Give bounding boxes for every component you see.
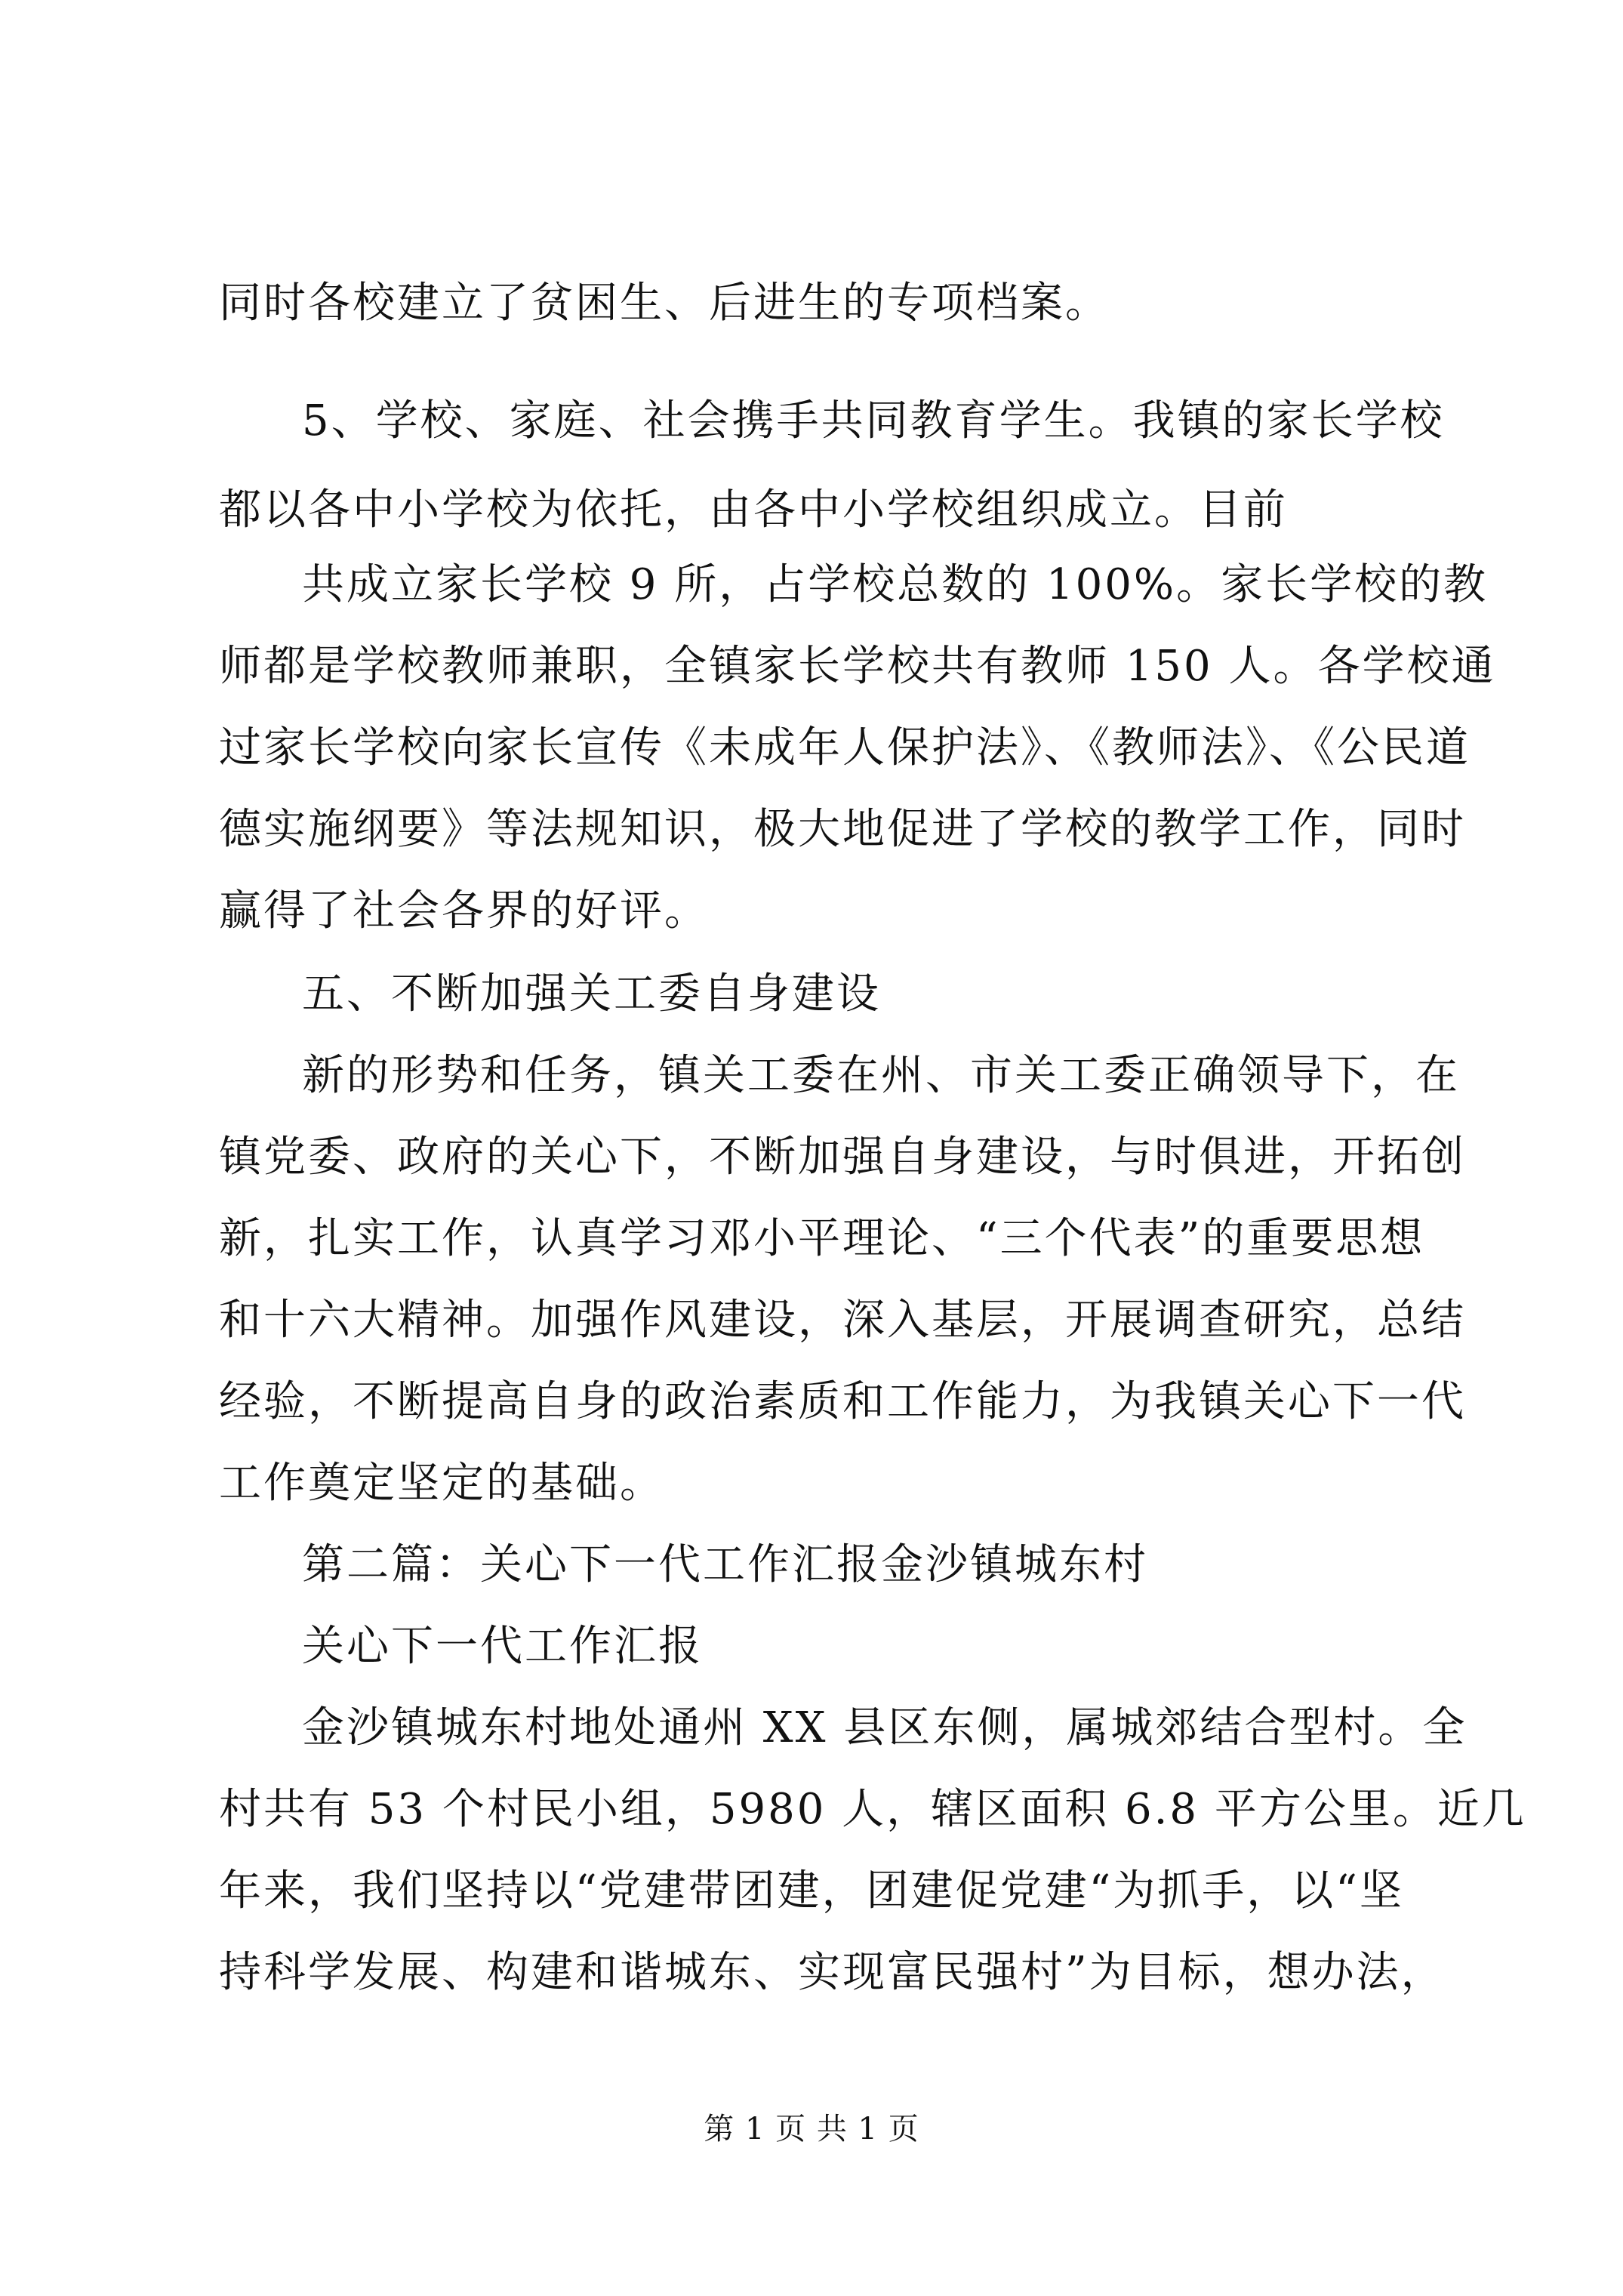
body-line: 同时各校建立了贫困生、后进生的专项档案。 bbox=[219, 279, 1110, 328]
body-line: 师都是学校教师兼职，全镇家长学校共有教师 150 人。各学校通 bbox=[219, 642, 1496, 691]
body-line: 新的形势和任务，镇关工委在州、市关工委正确领导下，在 bbox=[302, 1051, 1460, 1100]
body-line: 持科学发展、构建和谐城东、实现富民强村”为目标，想办法， bbox=[219, 1948, 1446, 1997]
body-line: 金沙镇城东村地处通州 XX 县区东侧，属城郊结合型村。全 bbox=[302, 1703, 1467, 1752]
body-line: 经验，不断提高自身的政治素质和工作能力，为我镇关心下一代 bbox=[219, 1377, 1466, 1426]
page-footer: 第 1 页 共 1 页 bbox=[704, 2112, 919, 2147]
section-heading: 五、不断加强关工委自身建设 bbox=[302, 969, 881, 1019]
body-line: 德实施纲要》等法规知识，极大地促进了学校的教学工作，同时 bbox=[219, 805, 1466, 854]
body-line: 和十六大精神。加强作风建设，深入基层，开展调查研究，总结 bbox=[219, 1296, 1466, 1345]
body-line: 新，扎实工作，认真学习邓小平理论、“三个代表”的重要思想 bbox=[219, 1214, 1425, 1263]
body-line: 工作奠定坚定的基础。 bbox=[219, 1459, 664, 1508]
body-line: 5、学校、家庭、社会携手共同教育学生。我镇的家长学校 bbox=[302, 396, 1445, 445]
body-line: 年来，我们坚持以“党建带团建，团建促党建“为抓手，以“坚 bbox=[219, 1866, 1404, 1915]
body-line: 都以各中小学校为依托，由各中小学校组织成立。目前 bbox=[219, 485, 1288, 535]
section-heading: 第二篇：关心下一代工作汇报金沙镇城东村 bbox=[302, 1540, 1148, 1589]
body-line: 镇党委、政府的关心下，不断加强自身建设，与时俱进，开拓创 bbox=[219, 1133, 1466, 1182]
body-line: 村共有 53 个村民小组，5980 人，辖区面积 6.8 平方公里。近几 bbox=[219, 1785, 1526, 1834]
body-line: 赢得了社会各界的好评。 bbox=[219, 886, 709, 935]
section-heading: 关心下一代工作汇报 bbox=[302, 1622, 703, 1671]
body-line: 过家长学校向家长宣传《未成年人保护法》、《教师法》、《公民道 bbox=[219, 723, 1471, 772]
body-line: 共成立家长学校 9 所，占学校总数的 100%。家长学校的教 bbox=[302, 560, 1489, 609]
